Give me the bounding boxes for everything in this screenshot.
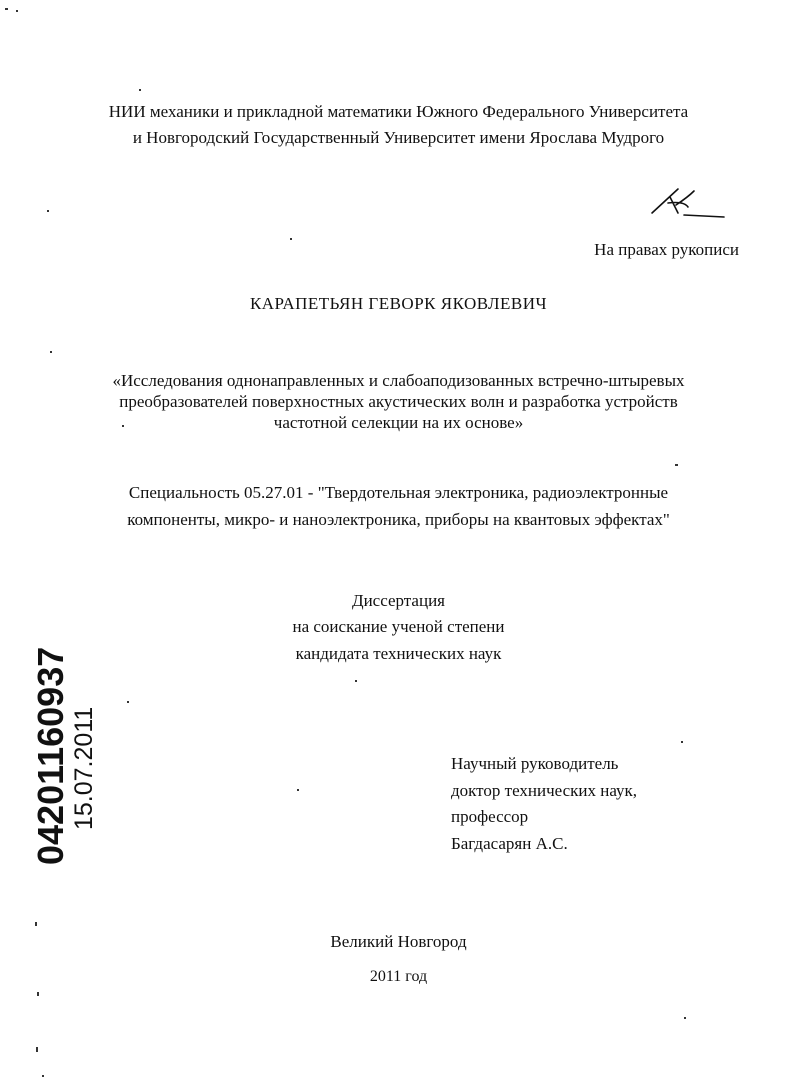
scan-speck [355,680,357,682]
scan-speck [127,701,129,703]
title-line-2: преобразователей поверхностных акустических волн и разработка устройств [119,392,678,411]
scan-speck [681,741,683,743]
title-line-3: частотной селекции на их основе» [273,413,524,432]
dissertation-line-1: Диссертация [351,591,445,610]
institution-line-1: НИИ механики и прикладной математики Южного Федерального Университета [108,102,689,121]
dissertation-line-3: кандидата технических наук [295,644,502,663]
author-name: КАРАПЕТЬЯН ГЕВОРК ЯКОВЛЕВИЧ [249,294,548,313]
title-line-1: «Исследования однонаправленных и слабоаподизованных встречно-штыревых [112,371,685,390]
stamp-date: 15.07.2011 [70,706,98,830]
advisor-line-2: доктор технических наук, [451,781,638,800]
scan-speck [35,922,37,926]
scan-speck [684,1017,686,1019]
scan-speck [50,351,52,353]
specialty-line-1: Специальность 05.27.01 - "Твердотельная электроника, радиоэлектронные [128,483,669,502]
scan-speck [36,1047,38,1052]
advisor-line-1: Научный руководитель [451,754,619,773]
signature-mark [648,183,728,221]
specialty-line-2: компоненты, микро- и наноэлектроника, приборы на квантовых эффектах" [127,510,670,529]
scan-speck [122,425,124,427]
advisor-line-3: профессор [451,807,529,826]
scan-speck [37,992,39,996]
scan-speck [139,89,141,91]
scan-speck [290,238,292,240]
advisor-line-4: Багдасарян А.С. [451,834,568,853]
scan-speck [16,10,18,12]
year: 2011 год [369,968,428,985]
scan-speck [42,1075,44,1077]
scan-speck [297,789,299,791]
scan-speck [675,464,678,466]
scan-speck [5,8,8,10]
dissertation-line-2: на соискание ученой степени [292,617,505,636]
institution-line-2: и Новгородский Государственный Университет имени Ярослава Мудрого [132,128,665,147]
city: Великий Новгород [330,932,467,951]
stamp-number: 04201160937 [30,646,71,865]
manuscript-note: На правах рукописи [594,240,739,259]
scan-speck [47,210,49,212]
